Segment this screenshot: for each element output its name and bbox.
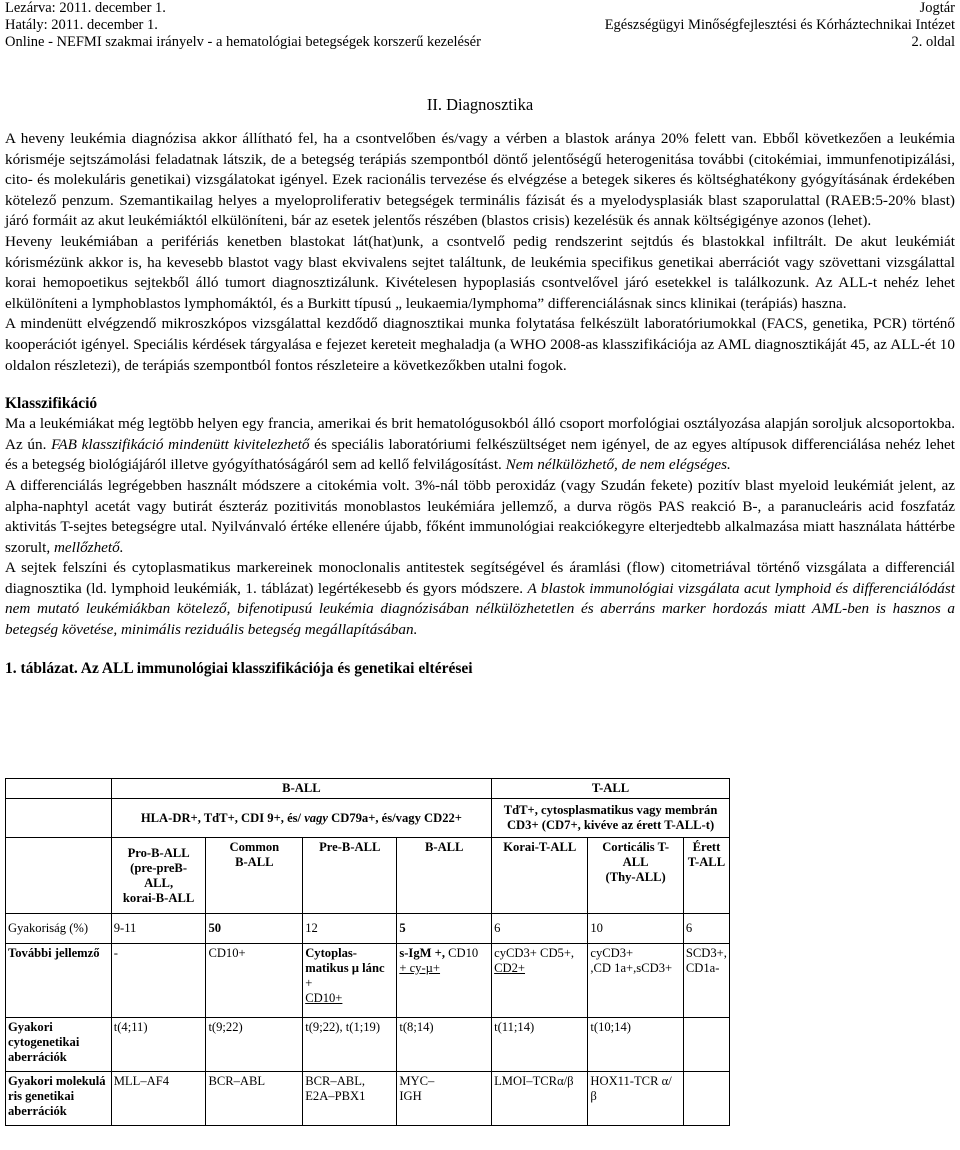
cyto-early-t: t(11;14) [492, 1018, 588, 1072]
table-row-markers [6, 799, 730, 838]
paragraph-immunology: A sejtek felszíni és cytoplasmatikus markereinek monoclonalis antitestek segítségével és áramlási (flow) citometriával történő vizsgálata a differenciál diagnosztika (ld. lymphoid leukémiák, 1. táblázat) legértékesebb és gyors módszere. A blastok immunológiai vizsgálata acut lymphoid és differenciálódást nem mutató leukémiákban kötelező, bifenotipusú leukémia diagnózisában nélkülözhetetlen és aberráns marker hordozás miatt AML-ben is hasznos a betegség követése, minimális reziduális betegség megállapításában. [5, 559, 956, 639]
t-all-header: T-ALL [492, 779, 730, 799]
subtype-early-t: Korai-T-ALL [492, 838, 588, 914]
closing-date: Lezárva: 2011. december 1. [5, 0, 166, 16]
cyto-b-all: t(8;14) [397, 1018, 492, 1072]
b-all-markers: HLA-DR+, TdT+, CDI 9+, és/ vagy CD79a+, és/vagy CD22+ [111, 799, 491, 838]
page-body [5, 95, 955, 679]
freq-cortical-t: 10 [588, 914, 684, 944]
freq-b-all: 5 [397, 914, 492, 944]
subtype-common: Common B-ALL [206, 838, 303, 914]
feat-pro-b: - [111, 944, 206, 1018]
table-caption: 1. táblázat. Az ALL immunológiai klasszifikációja és genetikai eltérései [5, 659, 473, 677]
freq-pro-b: 9-11 [111, 914, 206, 944]
paragraph-cytochemistry: A differenciálás legrégebben használt módszere a citokémia volt. 3%-nál több peroxidáz (vagy Szudán fekete) pozitív blast myeloid leukémiát jelent, az alpha-naphtyl acetát vagy butirát észteráz pozitivitás monoblastos leukémiára jellemző, a durva rögös PAS reakció B-, a paranucleáris acid foszfatáz aktivitás T-sejtes betegségre utal. Nyilvánvaló értéke ellenére újabb, főként immunológiai reakciókegyre elterjedtebb alkalmazása miatt használata háttérbe szorult, mellőzhető. [5, 476, 955, 556]
subtype-mature-t: Érett T-ALL [683, 838, 729, 914]
effective-date: Hatály: 2011. december 1. [5, 17, 158, 33]
freq-mature-t: 6 [683, 914, 729, 944]
section-title: II. Diagnosztika [426, 95, 534, 114]
row-label-cytogenetic: Gyakori cytogenetikai aberrációk [6, 1018, 112, 1072]
mol-early-t: LMOI–TCRα/β [492, 1072, 588, 1126]
page-number: 2. oldal [911, 34, 955, 50]
mol-common: BCR–ABL [206, 1072, 303, 1126]
cyto-pre-b: t(9;22), t(1;19) [303, 1018, 397, 1072]
table-row-cytogenetic [6, 1018, 730, 1072]
paragraph-laboratory: A mindenütt elvégzendő mikroszkópos vizsgálattal kezdődő diagnosztikai munka folytatása felkészült laboratóriumokkal (FACS, genetika, PCR) történő kooperációt igényel. Speciális kérdések tárgyalása e fejezet kereteit meghaladja (a WHO 2008-as klasszifikációja az AML diagnosztikáját 45, az ALL-ét 10 oldalon részletezi), de terápiás szempontból fontos részleteire a következőkben utalni fogok. [5, 315, 955, 374]
row-label-molecular: Gyakori molekulá ris genetikai aberrációk [6, 1072, 112, 1126]
table-row-lineage [6, 779, 730, 799]
subtype-pre-b: Pre-B-ALL [303, 838, 397, 914]
cyto-cortical-t: t(10;14) [588, 1018, 684, 1072]
cyto-pro-b: t(4;11) [111, 1018, 206, 1072]
feat-common: CD10+ [206, 944, 303, 1018]
subtype-b-all: B-ALL [397, 838, 492, 914]
freq-common: 50 [206, 914, 303, 944]
feat-cortical-t: cyCD3+ ,CD 1a+,sCD3+ [588, 944, 684, 1018]
feat-pre-b: Cytoplas- matikus µ lánc + CD10+ [303, 944, 397, 1018]
page-header [5, 0, 955, 51]
mol-mature-t [683, 1072, 729, 1126]
publisher: Jogtár [919, 0, 955, 16]
institute: Egészségügyi Minőségfejlesztési és Kórháztechnikai Intézet [604, 17, 955, 33]
paragraph-peripheral: Heveny leukémiában a perifériás kenetben blastokat lát(hat)unk, a csontvelő pedig rendszerint sejtdús és blastokkal infiltrált. De akut leukémiát kórismézünk akkor is, ha kevesebb blastot vagy blast ekvivalens sejtet találtunk, de leukémia specifikus genetikai aberrációt vagy szövettani vizsgálattal korai hemopoetikus sejtekből álló tumort diagnosztizálunk. Kivételesen hypoplasiás csontvelővel járó esetekkel is találkozunk. Az ALL-t nehéz lehet elkülöníteni a lymphoblastos lymphomáktól, és a Burkitt típusú „ leukaemia/lymphoma” differenciálásnak sincs klinikai (terápiás) haszna. [5, 232, 955, 312]
b-all-header: B-ALL [111, 779, 491, 799]
t-all-markers: TdT+, cytosplasmatikus vagy membrán CD3+ (CD7+, kivéve az érett T-ALL-t) [492, 799, 730, 838]
subtype-pro-b: Pro-B-ALL (pre-preB- ALL, korai-B-ALL [111, 838, 206, 914]
table-row-subtypes [6, 838, 730, 914]
cyto-common: t(9;22) [206, 1018, 303, 1072]
feat-b-all: s-IgM +, CD10 + cy-µ+ [397, 944, 492, 1018]
row-label-frequency: Gyakoriság (%) [6, 914, 112, 944]
feat-early-t: cyCD3+ CD5+, CD2+ [492, 944, 588, 1018]
table-row-frequency [6, 914, 730, 944]
paragraph-fab: Ma a leukémiákat még legtöbb helyen egy francia, amerikai és brit hematológusokból álló csoport morfológiai osztályozása alapján soroljuk alcsoportokba. Az ún. FAB klasszifikáció mindenütt kivitelezhető és speciális laboratóriumi felkészültséget nem igényel, de az egyes altípusok differenciálása nehéz lehet és a betegség biológiájáról illetve gyógyíthatóságáról sem ad kellő felvilágosítást. Nem nélkülözhető, de nem elégséges. [5, 415, 955, 474]
document-title: Online - NEFMI szakmai irányelv - a hematológiai betegségek korszerű kezelésér [5, 34, 481, 50]
mol-cortical-t: HOX11-TCR α/ β [588, 1072, 684, 1126]
table-row-features [6, 944, 730, 1018]
cyto-mature-t [683, 1018, 729, 1072]
classification-heading: Klasszifikáció [5, 395, 98, 413]
feat-mature-t: SCD3+, CD1a- [683, 944, 729, 1018]
subtype-cortical-t: Corticális T- ALL (Thy-ALL) [588, 838, 684, 914]
mol-pre-b: BCR–ABL, E2A–PBX1 [303, 1072, 397, 1126]
all-classification-table [5, 778, 730, 1126]
paragraph-diagnosis: A heveny leukémia diagnózisa akkor állítható fel, ha a csontvelőben és/vagy a vérben a blastok aránya 20% felett van. Ebből következően a leukémia kórisméje sejtszámolási feladatnak látszik, de a betegség terápiás szempontból döntő jelentőségű heterogenitása további (citokémiai, immunfenotipizálási, cito- és molekuláris genetikai) vizsgálatokat igényel. Ezek racionális tervezése és elvégzése a betegek sikeres és költséghatékony gyógyításának érdekében kötelező penzum. Szemantikailag helyes a myeloproliferativ betegségek terminális fázisát és a myelodysplasiák blast szaporulattal (RAEB:5-20% blast) járó formáit az akut leukémiáktól elkülöníteni, bár az esetek jelentős részében (blastos crisis) kezelésük és annak költségigénye azonos (lehet). [5, 130, 955, 230]
freq-early-t: 6 [492, 914, 588, 944]
table-row-molecular [6, 1072, 730, 1126]
mol-b-all: MYC– IGH [397, 1072, 492, 1126]
freq-pre-b: 12 [303, 914, 397, 944]
mol-pro-b: MLL–AF4 [111, 1072, 206, 1126]
row-label-features: További jellemző [6, 944, 112, 1018]
